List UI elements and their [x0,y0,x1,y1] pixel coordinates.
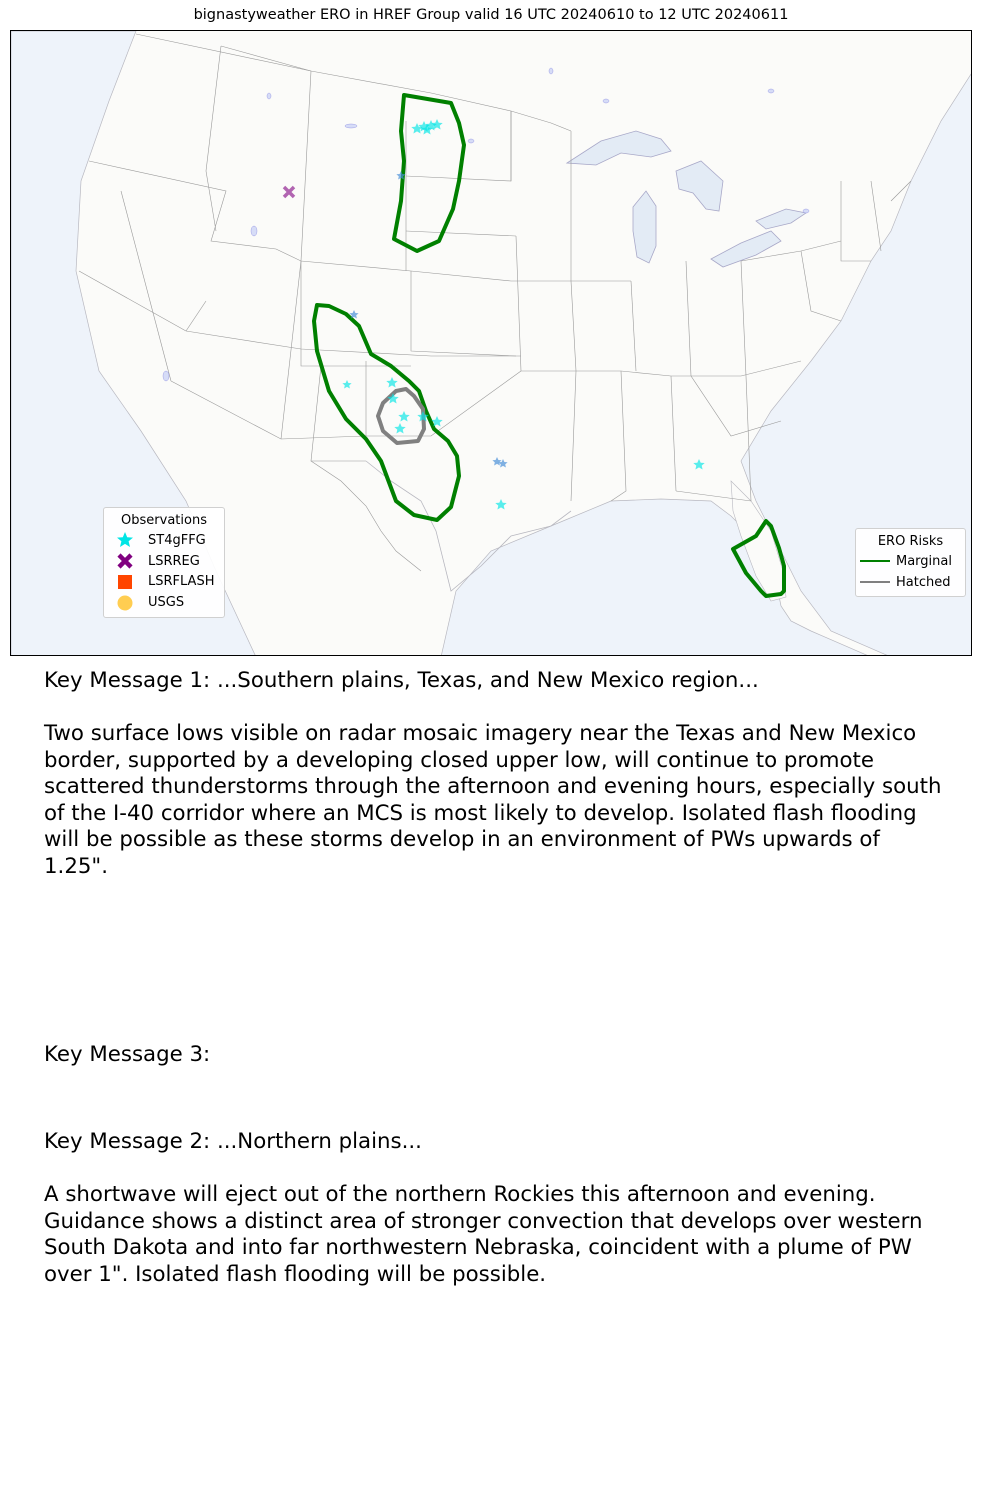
hatched-line-icon [860,579,890,585]
key-message-2-body: A shortwave will eject out of the northern Rockies this afternoon and evening. Guidance shows a distinct area of stronger convection that develops over western South Dakota and into far northwestern Nebraska, coincident with a plume of PW over 1". Isolated flash flooding will be possible. [44,1182,923,1287]
map-title: bignastyweather ERO in HREF Group valid 16 UTC 20240610 to 12 UTC 20240611 [193,7,789,23]
ero-risks-legend [855,528,966,597]
key-message-3-heading: Key Message 3: [44,1042,211,1067]
legend-item-marginal [856,551,965,572]
legend-label-hatched: Hatched [896,574,951,590]
legend-item-usgs [104,592,224,613]
legend-item-lsrreg [104,551,224,572]
legend-item-st4gffg [104,530,224,551]
key-message-2 [44,1129,944,1288]
x-icon [110,553,140,569]
legend-label-lsrflash: LSRFLASH [148,574,215,590]
circle-icon [110,595,140,611]
star-icon [110,531,140,549]
legend-item-hatched [856,572,965,593]
key-message-2-heading: Key Message 2: ...Northern plains... [44,1129,422,1154]
observations-legend [103,507,225,618]
square-icon [110,574,140,590]
ero-legend-title: ERO Risks [877,534,944,549]
legend-label-marginal: Marginal [896,553,952,569]
marginal-line-icon [860,558,890,564]
legend-label-lsrreg: LSRREG [148,553,200,569]
key-message-1-heading: Key Message 1: ...Southern plains, Texas, and New Mexico region... [44,668,759,693]
key-message-3 [44,1042,944,1069]
key-message-1 [44,668,944,880]
legend-label-usgs: USGS [148,595,185,611]
observations-legend-title: Observations [121,513,207,528]
legend-label-st4gffg: ST4gFFG [148,532,206,548]
key-message-1-body: Two surface lows visible on radar mosaic imagery near the Texas and New Mexico border, supported by a developing closed upper low, will continue to promote scattered thunderstorms through the afternoon and evening hours, especially south of the I-40 corridor where an MCS is most likely to develop. Isolated flash flooding will be possible as these storms develop in an environment of PWs upwards of 1.25". [44,721,942,879]
legend-item-lsrflash [104,572,224,593]
